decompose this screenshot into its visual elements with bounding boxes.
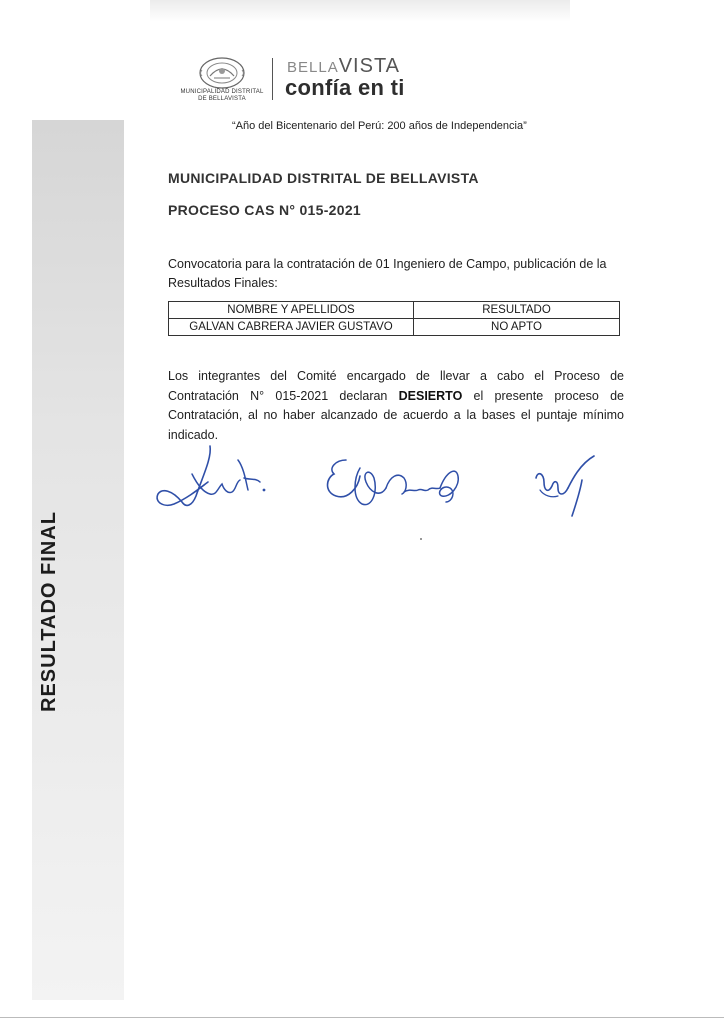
institution-heading: MUNICIPALIDAD DISTRITAL DE BELLAVISTA <box>168 170 479 186</box>
conclusion-text: el presente proceso de Contratación, al no haber alcanzado de acuerdo a la bases el puntaje mínimo indicado. <box>168 388 624 442</box>
cell-name: GALVAN CABRERA JAVIER GUSTAVO <box>169 319 414 336</box>
desierto-emphasis: DESIERTO <box>398 388 463 403</box>
brand-main: VISTA <box>338 55 401 77</box>
cell-result: NO APTO <box>414 319 620 336</box>
municipal-seal-icon <box>198 56 246 90</box>
page-bottom-edge <box>0 1017 724 1018</box>
municipal-logo <box>178 52 458 107</box>
seal-caption <box>178 89 266 103</box>
side-title: RESULTADO FINAL <box>38 511 60 712</box>
column-header-result: RESULTADO <box>414 302 620 319</box>
results-table <box>168 301 620 336</box>
process-heading: PROCESO CAS N° 015-2021 <box>168 202 362 218</box>
scan-shadow <box>150 0 570 22</box>
scan-speck <box>420 538 422 540</box>
year-motto: “Año del Bicentenario del Perú: 200 años de Independencia” <box>232 120 527 132</box>
conclusion-paragraph <box>168 367 624 445</box>
brand-prefix: BELLA <box>287 59 339 76</box>
seal-caption-line: DE BELLAVISTA <box>198 96 246 102</box>
signature-3 <box>528 450 608 522</box>
signature-1 <box>152 438 272 518</box>
conclusion-text: Los integrantes del Comité encargado de llevar a cabo el Proceso de Contratación N° 015-2021 declaran <box>168 369 624 403</box>
table-row <box>169 319 620 336</box>
seal-caption-line: MUNICIPALIDAD DISTRITAL <box>180 89 264 95</box>
intro-paragraph: Convocatoria para la contratación de 01 Ingeniero de Campo, publicación de la Resultados Finales: <box>168 257 607 290</box>
logo-divider <box>272 58 273 100</box>
column-header-name: NOMBRE Y APELLIDOS <box>169 302 414 319</box>
brand-slogan: confía en ti <box>285 75 405 100</box>
signature-2 <box>318 448 468 518</box>
table-header-row <box>169 302 620 319</box>
